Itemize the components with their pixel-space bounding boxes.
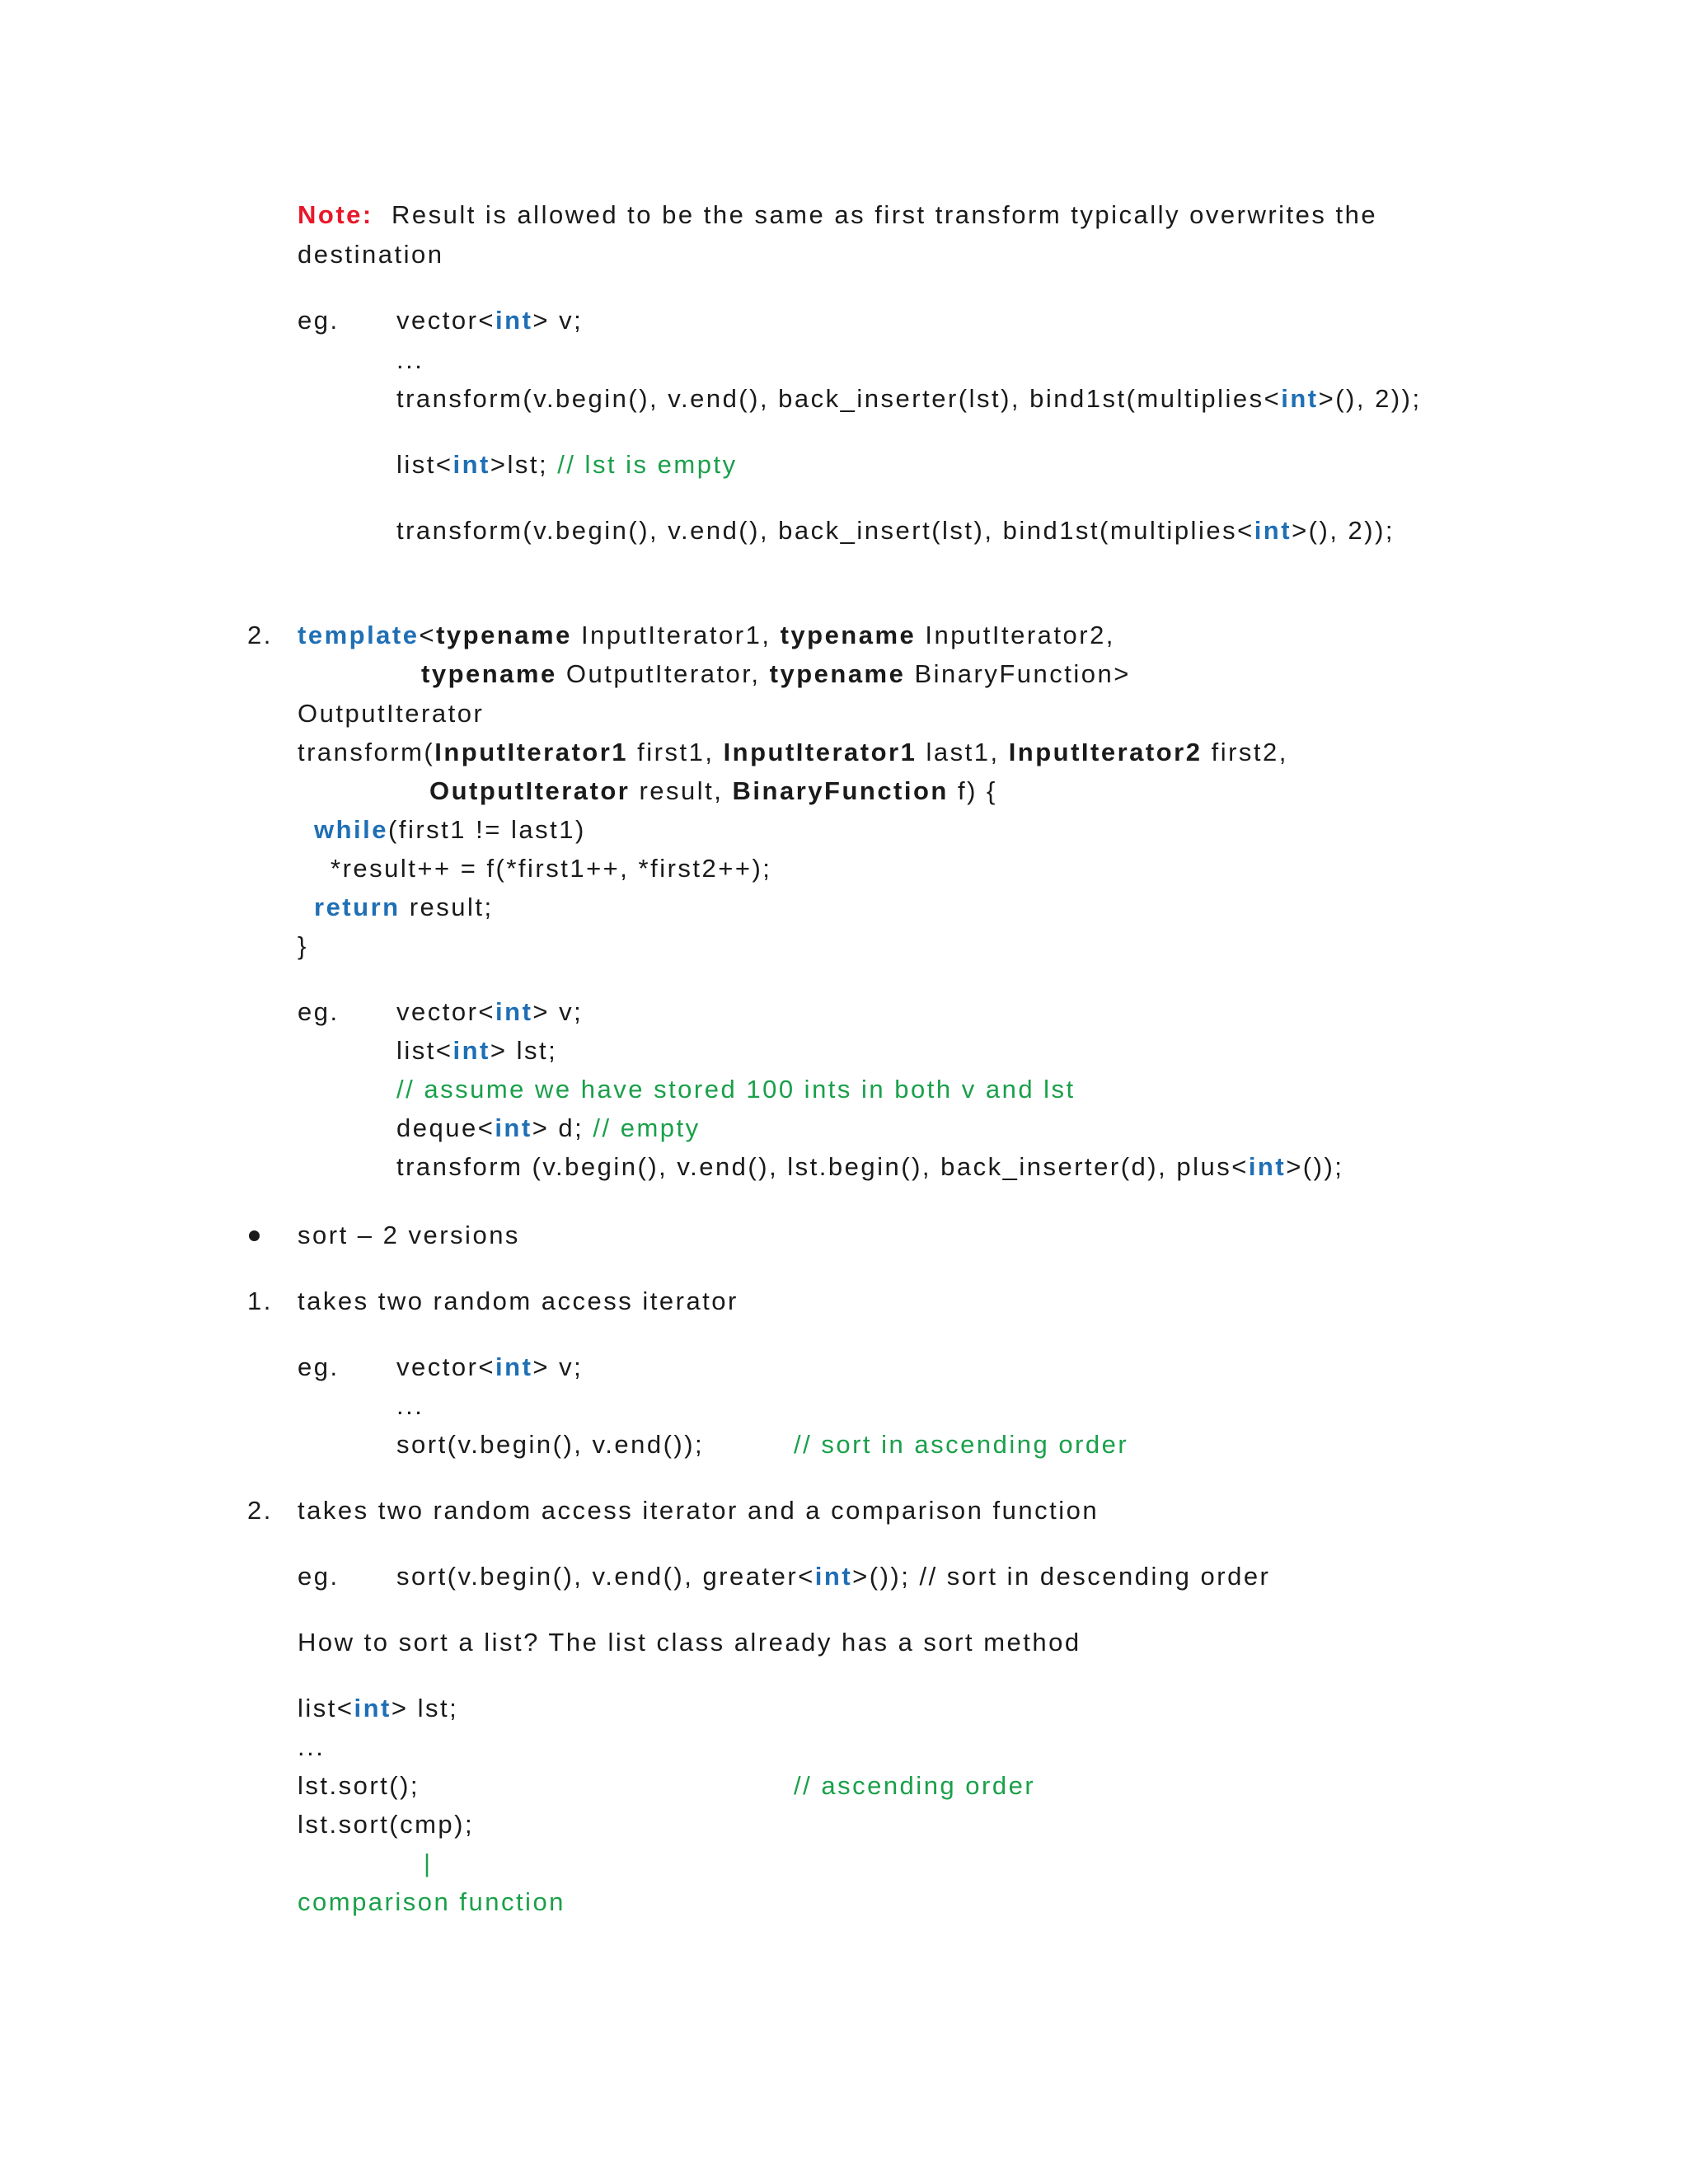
code-line: vector<int> v; [396,1352,584,1381]
code-comment: // lst is empty [557,450,738,479]
code-line: transform(v.begin(), v.end(), back_insert(lst), bind1st(multiplies<int>(), 2)); [396,516,1395,545]
note-line: Note: Result is allowed to be the same as first transform typically overwrites the [298,200,1378,229]
bullet-icon [249,1230,260,1241]
template-line: return result; [314,893,494,921]
example-label: eg. [298,1562,340,1591]
code-line: sort(v.begin(), v.end()); [396,1430,705,1459]
code-line: list<int> lst; [298,1694,459,1722]
template-line: OutputIterator [298,699,485,728]
template-line: while(first1 != last1) [314,815,586,844]
code-line: ... [396,1391,424,1420]
code-line: vector<int> v; [396,997,584,1026]
code-line: transform (v.begin(), v.end(), lst.begin(), back_inserter(d), plus<int>()); [396,1152,1344,1181]
code-line: lst.sort(cmp); [298,1810,475,1839]
list-number: 2. [247,621,273,649]
code-line: list<int>lst; // lst is empty [396,450,738,479]
code-line: transform(v.begin(), v.end(), back_inserter(lst), bind1st(multiplies<int>(), 2)); [396,384,1422,413]
code-line: list<int> lst; [396,1036,558,1065]
code-line: deque<int> d; // empty [396,1113,701,1142]
list-item: takes two random access iterator and a comparison function [298,1496,1100,1525]
template-line: transform(InputIterator1 first1, InputIterator1 last1, InputIterator2 first2, [298,738,1288,766]
template-line: OutputIterator result, BinaryFunction f) { [429,776,997,805]
code-comment: // assume we have stored 100 ints in both v and lst [396,1075,1076,1104]
code-comment: // ascending order [794,1771,1036,1800]
note-label: Note: [298,200,373,229]
template-line: *result++ = f(*first1++, *first2++); [331,854,772,883]
code-comment: // empty [593,1113,701,1142]
note-line-2: destination [298,240,444,269]
code-line: ... [298,1732,326,1761]
code-line: ... [396,345,424,374]
code-line: vector<int> v; [396,306,584,335]
pointer-mark: | [424,1849,433,1877]
bullet-item: sort – 2 versions [298,1221,520,1249]
example-label: eg. [298,1352,340,1381]
code-comment: // sort in ascending order [794,1430,1129,1459]
list-item: takes two random access iterator [298,1286,738,1315]
template-line: } [298,931,308,960]
code-line: sort(v.begin(), v.end(), greater<int>()); // sort in descending order [396,1562,1271,1591]
paragraph: How to sort a list? The list class already has a sort method [298,1628,1081,1657]
template-line: template<typename InputIterator1, typename InputIterator2, [298,621,1115,649]
example-label: eg. [298,306,340,335]
list-number: 2. [247,1496,273,1525]
code-line: lst.sort(); [298,1771,420,1800]
annotation-label: comparison function [298,1887,565,1916]
template-line: typename OutputIterator, typename BinaryFunction> [421,659,1131,688]
example-label: eg. [298,997,340,1026]
list-number: 1. [247,1286,273,1315]
